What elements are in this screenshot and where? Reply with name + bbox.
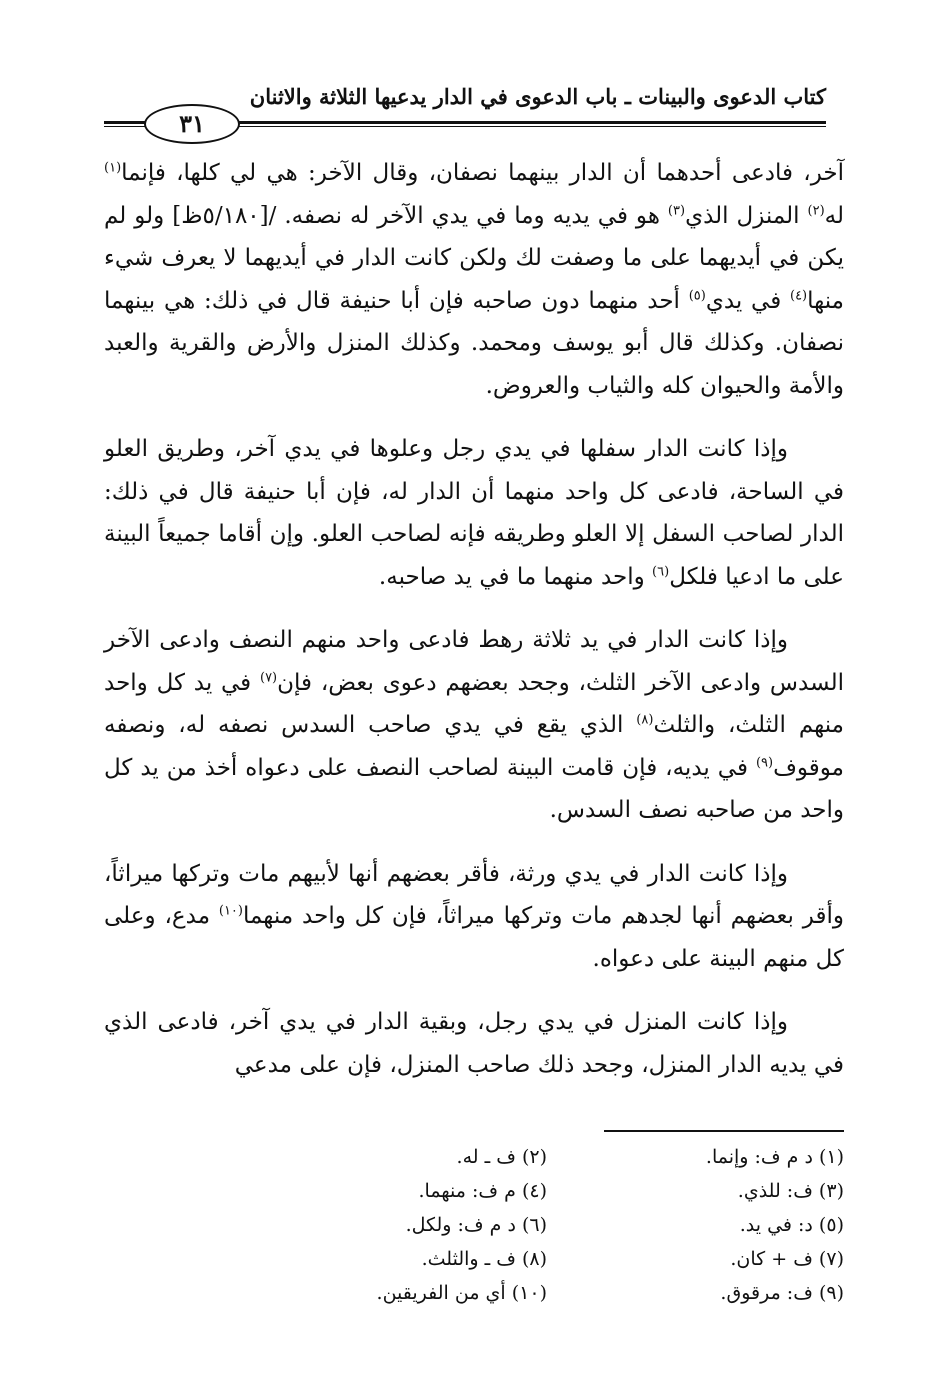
footnote-ref: (١) — [104, 160, 122, 176]
footnote-6: (٦) د م ف: ولكل. — [405, 1214, 547, 1236]
paragraph-2 — [104, 428, 844, 598]
footnote-ref: (٦) — [652, 563, 670, 579]
footnote-ref: (١٠) — [218, 903, 243, 919]
text-run: في يدي — [705, 287, 790, 314]
paragraph-1 — [104, 152, 844, 407]
paragraph-4 — [104, 853, 844, 981]
footnote-10: (١٠) أي من الفريقين. — [376, 1282, 547, 1304]
footnote-8: (٨) ف ـ والثلث. — [421, 1248, 547, 1270]
text-run: وإذا كانت الدار في يدي ورثة، فأقر بعضهم أنها لأبيهم مات وتركها ميراثاً، وأقر بعضهم أنها لجدهم مات وتركها ميراثاً، فإن كل واحد منهما — [104, 860, 844, 929]
text-run: آخر، فادعى أحدهما أن الدار بينهما نصفان، وقال الآخر: هي لي كلها، فإنما — [121, 160, 844, 186]
text-run: الذي يقع في يدي صاحب السدس نصفه له، ونصفه موقوف — [104, 712, 844, 781]
page-header — [104, 84, 826, 144]
footnote-4: (٤) م ف: منهما. — [418, 1180, 547, 1202]
footnote-ref: (٥) — [688, 287, 706, 303]
paragraph-3 — [104, 619, 844, 832]
text-run: له — [824, 202, 844, 229]
running-title: كتاب الدعوى والبينات ـ باب الدعوى في الدار يدعيها الثلاثة والاثنان — [249, 84, 826, 109]
paragraph-5 — [104, 1001, 844, 1086]
text-run: أحد منهما دون صاحبه فإن أبا حنيفة قال في ذلك: هي بينهما نصفان. وكذلك قال أبو يوسف ومحمد. وكذلك المنزل والأرض والقرية والعبد والأمة والحيوان كله والثياب والعروض. — [104, 287, 844, 399]
main-text — [104, 152, 844, 1107]
footnote-ref: (٧) — [259, 669, 278, 685]
footnote-ref: (٢) — [807, 202, 825, 218]
footnote-7: (٧) ف + كان. — [730, 1248, 844, 1270]
text-run: واحد منهما ما في يد صاحبه. — [378, 563, 653, 590]
footnotes — [250, 1146, 844, 1316]
footnote-ref: (٩) — [755, 754, 774, 770]
footnote-separator — [604, 1130, 844, 1132]
text-run: هو في يديه وما في يدي الآخر له نصفه. /[٥/١٨٠ظ] ولو لم يكن في أيديهما على ما وصفت لك ولكن كانت الدار في أيديهما لا يعرف شيء منها — [104, 202, 844, 314]
footnote-5: (٥) د: في يد. — [739, 1214, 844, 1236]
text-run: المنزل الذي — [685, 202, 808, 229]
footnote-3: (٣) ف: للذي. — [737, 1180, 844, 1202]
footnote-ref: (٣) — [667, 202, 686, 218]
text-run: في يد كل واحد منهم الثلث، والثلث — [104, 669, 844, 738]
footnote-9: (٩) ف: مرقوق. — [720, 1282, 844, 1304]
text-run: مدع، وعلى كل منهم البينة على دعواه. — [104, 903, 844, 972]
footnote-2: (٢) ف ـ له. — [456, 1146, 547, 1168]
page-number: ٣١ — [144, 104, 240, 144]
text-run: وإذا كانت الدار سفلها في يدي رجل وعلوها في يدي آخر، وطريق العلو في الساحة، فادعى كل واحد منهما أن الدار له، فإن أبا حنيفة قال في ذلك: الدار لصاحب السفل إلا العلو وطريقه فإنه لصاحب العلو. وإن أقاما جميعاً البينة على ما ادعيا فلكل — [104, 436, 844, 590]
text-run: وإذا كانت المنزل في يدي رجل، وبقية الدار في يدي آخر، فادعى الذي في يديه الدار المنزل، وجحد ذلك صاحب المنزل، فإن على مدعي — [104, 1009, 844, 1078]
text-run: وإذا كانت الدار في يد ثلاثة رهط فادعى واحد منهم النصف وادعى الآخر السدس وادعى الآخر الثلث، وجحد بعضهم دعوى بعض، فإن — [104, 627, 844, 696]
footnote-ref: (٨) — [636, 712, 654, 728]
text-run: في يديه، فإن قامت البينة لصاحب النصف على دعواه أخذ من يد كل واحد من صاحبه نصف السدس. — [104, 754, 844, 823]
footnote-ref: (٤) — [789, 287, 808, 303]
footnote-1: (١) د م ف: وإنما. — [705, 1146, 844, 1168]
